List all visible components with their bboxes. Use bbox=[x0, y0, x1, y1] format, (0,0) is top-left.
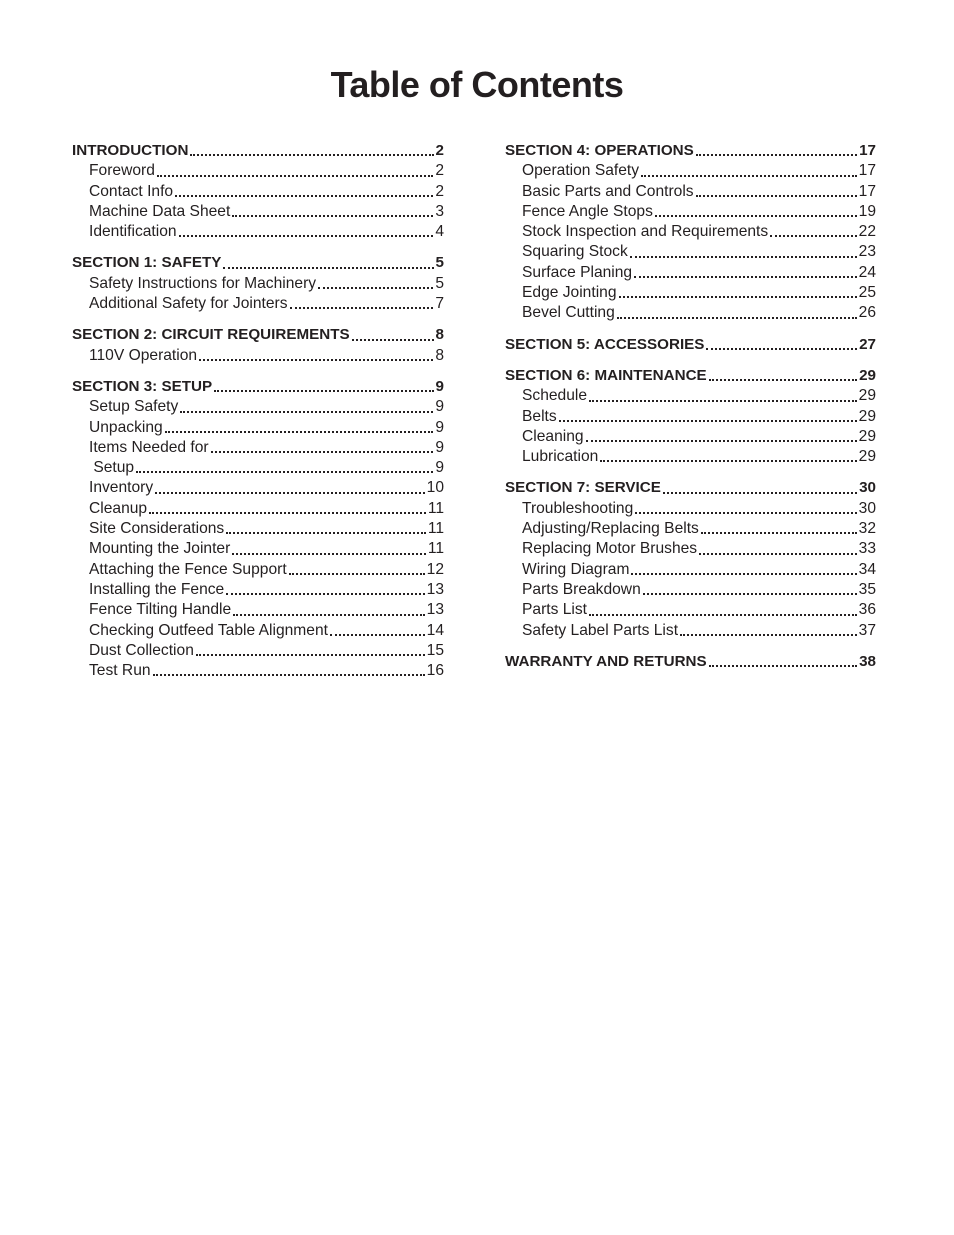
toc-section-section-1-safety[interactable] bbox=[72, 253, 444, 273]
toc-section-group bbox=[72, 141, 444, 242]
dot-leader bbox=[226, 593, 424, 595]
dot-leader bbox=[680, 634, 857, 636]
toc-entry-adjusting-replacing-belts[interactable] bbox=[505, 519, 876, 539]
toc-entry-title: Surface Planing bbox=[522, 263, 633, 281]
toc-entry-title: Troubleshooting bbox=[522, 499, 634, 517]
dot-leader bbox=[706, 348, 857, 350]
page-number: 15 bbox=[426, 641, 444, 659]
toc-entry-title: Inventory bbox=[89, 479, 154, 497]
toc-entry-title: Contact Info bbox=[89, 182, 174, 200]
page-number: 2 bbox=[435, 162, 444, 180]
toc-entry-lubrication[interactable] bbox=[505, 447, 876, 467]
page-number: 11 bbox=[427, 499, 444, 517]
toc-section-warranty-and-returns[interactable] bbox=[505, 652, 876, 672]
dot-leader bbox=[165, 431, 434, 433]
dot-leader bbox=[175, 195, 433, 197]
dot-leader bbox=[699, 553, 857, 555]
toc-entry-title: Fence Angle Stops bbox=[522, 202, 653, 220]
page-number: 9 bbox=[435, 377, 444, 395]
toc-entry-cleanup[interactable] bbox=[72, 499, 444, 519]
page-number: 2 bbox=[435, 182, 444, 200]
toc-entry-dust-collection[interactable] bbox=[72, 641, 444, 661]
toc-entry-setup[interactable] bbox=[72, 458, 444, 478]
toc-entry-troubleshooting[interactable] bbox=[505, 499, 876, 519]
toc-section-title: SECTION 3: SETUP bbox=[72, 377, 213, 395]
page-number: 9 bbox=[435, 459, 444, 477]
dot-leader bbox=[290, 307, 434, 309]
toc-entry-110v-operation[interactable] bbox=[72, 346, 444, 366]
dot-leader bbox=[643, 593, 857, 595]
page-number: 29 bbox=[858, 427, 876, 445]
dot-leader bbox=[190, 154, 433, 156]
dot-leader bbox=[696, 154, 857, 156]
dot-leader bbox=[289, 573, 425, 575]
page-number: 17 bbox=[858, 162, 876, 180]
toc-entry-title: Safety Label Parts List bbox=[522, 621, 679, 639]
toc-entry-fence-tilting-handle[interactable] bbox=[72, 600, 444, 620]
toc-entry-title: Mounting the Jointer bbox=[89, 540, 231, 558]
toc-entry-title: Stock Inspection and Requirements bbox=[522, 223, 769, 241]
page-number: 26 bbox=[858, 304, 876, 322]
page-number: 29 bbox=[858, 387, 876, 405]
dot-leader bbox=[709, 665, 857, 667]
page-number: 29 bbox=[858, 448, 876, 466]
toc-entry-title: Squaring Stock bbox=[522, 243, 628, 261]
dot-leader bbox=[709, 379, 857, 381]
toc-section-group bbox=[72, 253, 444, 314]
toc-entry-title: Belts bbox=[522, 407, 557, 425]
dot-leader bbox=[149, 512, 426, 514]
toc-section-section-6-maintenance[interactable] bbox=[505, 366, 876, 386]
page-number: 29 bbox=[858, 407, 876, 425]
toc-entry-replacing-motor-brushes[interactable] bbox=[505, 539, 876, 559]
toc-entry-title: Items Needed for bbox=[89, 438, 209, 456]
toc-entry-cleaning[interactable] bbox=[505, 427, 876, 447]
toc-entry-mounting-the-jointer[interactable] bbox=[72, 539, 444, 559]
dot-leader bbox=[631, 573, 856, 575]
toc-entry-title: Bevel Cutting bbox=[522, 304, 615, 322]
dot-leader bbox=[586, 440, 857, 442]
toc-entry-safety-instructions-for-machinery[interactable] bbox=[72, 274, 444, 294]
toc-entry-belts[interactable] bbox=[505, 407, 876, 427]
toc-entry-title: Replacing Motor Brushes bbox=[522, 540, 698, 558]
page-number: 33 bbox=[858, 540, 876, 558]
toc-section-title: SECTION 6: MAINTENANCE bbox=[505, 366, 707, 384]
dot-leader bbox=[226, 532, 426, 534]
toc-entry-title: Parts List bbox=[522, 601, 587, 619]
dot-leader bbox=[617, 317, 857, 319]
page-number: 17 bbox=[858, 182, 876, 200]
toc-entry-title: Setup bbox=[89, 459, 135, 477]
dot-leader bbox=[153, 674, 425, 676]
page-number: 5 bbox=[435, 254, 444, 272]
page-number: 36 bbox=[858, 601, 876, 619]
toc-entry-operation-safety[interactable] bbox=[505, 161, 876, 181]
dot-leader bbox=[157, 175, 433, 177]
toc-entry-title: Cleanup bbox=[89, 499, 148, 517]
toc-section-title: SECTION 5: ACCESSORIES bbox=[505, 335, 705, 353]
toc-section-section-7-service[interactable] bbox=[505, 478, 876, 498]
dot-leader bbox=[635, 512, 856, 514]
dot-leader bbox=[155, 492, 424, 494]
toc-entry-identification[interactable] bbox=[72, 222, 444, 242]
toc-entry-title: 110V Operation bbox=[89, 346, 198, 364]
toc-entry-attaching-the-fence-support[interactable] bbox=[72, 560, 444, 580]
page-number: 38 bbox=[859, 652, 876, 670]
toc-section-title: WARRANTY AND RETURNS bbox=[505, 652, 707, 670]
page-number: 11 bbox=[427, 540, 444, 558]
toc-section-group bbox=[505, 141, 876, 324]
page-number: 29 bbox=[859, 366, 876, 384]
toc-entry-title: Setup Safety bbox=[89, 398, 179, 416]
toc-entry-fence-angle-stops[interactable] bbox=[505, 202, 876, 222]
page-number: 14 bbox=[426, 621, 444, 639]
toc-entry-foreword[interactable] bbox=[72, 161, 444, 181]
toc-entry-safety-label-parts-list[interactable] bbox=[505, 621, 876, 641]
dot-leader bbox=[663, 492, 857, 494]
page-number: 8 bbox=[435, 326, 444, 344]
toc-section-group bbox=[505, 335, 876, 355]
toc-entry-title: Lubrication bbox=[522, 448, 599, 466]
toc-section-title: SECTION 2: CIRCUIT REQUIREMENTS bbox=[72, 326, 350, 344]
toc-section-introduction[interactable] bbox=[72, 141, 444, 161]
toc-entry-title: Parts Breakdown bbox=[522, 580, 641, 598]
toc-entry-title: Cleaning bbox=[522, 427, 584, 445]
toc-entry-title: Unpacking bbox=[89, 418, 163, 436]
toc-entry-wiring-diagram[interactable] bbox=[505, 560, 876, 580]
dot-leader bbox=[655, 215, 857, 217]
page-number: 10 bbox=[426, 479, 444, 497]
toc-entry-machine-data-sheet[interactable] bbox=[72, 202, 444, 222]
toc-entry-setup-safety[interactable] bbox=[72, 397, 444, 417]
toc-entry-test-run[interactable] bbox=[72, 661, 444, 681]
page-number: 17 bbox=[859, 142, 876, 159]
toc-entry-title: Machine Data Sheet bbox=[89, 202, 231, 220]
page-number: 4 bbox=[435, 223, 444, 241]
toc-section-section-5-accessories[interactable] bbox=[505, 335, 876, 355]
dot-leader bbox=[630, 256, 857, 258]
toc-section-group bbox=[505, 652, 876, 672]
toc-entry-inventory[interactable] bbox=[72, 478, 444, 498]
toc-entry-checking-outfeed-table-alignment[interactable] bbox=[72, 621, 444, 641]
dot-leader bbox=[223, 267, 433, 269]
toc-entry-installing-the-fence[interactable] bbox=[72, 580, 444, 600]
page-number: 37 bbox=[858, 621, 876, 639]
page-number: 2 bbox=[435, 142, 444, 159]
toc-entry-title: Identification bbox=[89, 223, 177, 241]
toc-entry-title: Schedule bbox=[522, 387, 588, 405]
toc-section-title: SECTION 4: OPERATIONS bbox=[505, 142, 694, 159]
toc-entry-title: Checking Outfeed Table Alignment bbox=[89, 621, 328, 639]
dot-leader bbox=[696, 195, 857, 197]
dot-leader bbox=[589, 400, 857, 402]
page-number: 34 bbox=[858, 560, 876, 578]
toc-entry-title: Edge Jointing bbox=[522, 284, 617, 302]
toc-section-group bbox=[72, 377, 444, 681]
dot-leader bbox=[641, 175, 857, 177]
dot-leader bbox=[634, 276, 857, 278]
page-number: 5 bbox=[435, 274, 444, 292]
toc-entry-title: Safety Instructions for Machinery bbox=[89, 274, 317, 292]
page-number: 7 bbox=[435, 295, 444, 313]
dot-leader bbox=[180, 411, 433, 413]
page-title: Table of Contents bbox=[330, 64, 624, 105]
toc-entry-title: Adjusting/Replacing Belts bbox=[522, 520, 699, 538]
page-number: 24 bbox=[858, 263, 876, 281]
toc-entry-title: Wiring Diagram bbox=[522, 560, 630, 578]
dot-leader bbox=[318, 287, 433, 289]
dot-leader bbox=[214, 390, 433, 392]
toc-section-title: SECTION 7: SERVICE bbox=[505, 479, 661, 497]
toc-section-group bbox=[72, 325, 444, 366]
toc-entry-squaring-stock[interactable] bbox=[505, 242, 876, 262]
dot-leader bbox=[196, 654, 425, 656]
toc-entry-title: Site Considerations bbox=[89, 520, 225, 538]
page-number: 19 bbox=[858, 202, 876, 220]
toc-left-column bbox=[72, 141, 444, 692]
page-number: 13 bbox=[426, 601, 444, 619]
page-number: 30 bbox=[859, 479, 876, 497]
toc-entry-items-needed-for[interactable] bbox=[72, 438, 444, 458]
toc-entry-title: Fence Tilting Handle bbox=[89, 601, 232, 619]
page-number: 13 bbox=[426, 580, 444, 598]
toc-entry-title: Test Run bbox=[89, 662, 151, 680]
page-number: 22 bbox=[858, 223, 876, 241]
toc-entry-title: Operation Safety bbox=[522, 162, 640, 180]
dot-leader bbox=[232, 215, 433, 217]
toc-right-column bbox=[505, 141, 876, 683]
toc-entry-site-considerations[interactable] bbox=[72, 519, 444, 539]
page-number: 8 bbox=[435, 346, 444, 364]
toc-entry-schedule[interactable] bbox=[505, 386, 876, 406]
toc-entry-parts-breakdown[interactable] bbox=[505, 580, 876, 600]
page-number: 11 bbox=[427, 520, 444, 538]
page-number: 30 bbox=[858, 499, 876, 517]
dot-leader bbox=[589, 614, 857, 616]
toc-section-section-3-setup[interactable] bbox=[72, 377, 444, 397]
toc-entry-title: Attaching the Fence Support bbox=[89, 560, 287, 578]
dot-leader bbox=[600, 460, 856, 462]
dot-leader bbox=[559, 420, 857, 422]
dot-leader bbox=[619, 296, 857, 298]
toc-section-section-2-circuit-requirements[interactable] bbox=[72, 325, 444, 345]
dot-leader bbox=[211, 451, 434, 453]
toc-entry-parts-list[interactable] bbox=[505, 600, 876, 620]
page-number: 25 bbox=[858, 284, 876, 302]
dot-leader bbox=[199, 359, 433, 361]
page-number: 16 bbox=[426, 662, 444, 680]
toc-entry-stock-inspection-and-requirements[interactable] bbox=[505, 222, 876, 242]
toc-section-title: INTRODUCTION bbox=[72, 142, 189, 159]
page-number: 23 bbox=[858, 243, 876, 261]
toc-entry-basic-parts-and-controls[interactable] bbox=[505, 182, 876, 202]
dot-leader bbox=[330, 634, 425, 636]
toc-entry-edge-jointing[interactable] bbox=[505, 283, 876, 303]
toc-entry-bevel-cutting[interactable] bbox=[505, 303, 876, 323]
page-number: 35 bbox=[858, 580, 876, 598]
page-number: 9 bbox=[435, 418, 444, 436]
dot-leader bbox=[179, 235, 434, 237]
toc-entry-title: Dust Collection bbox=[89, 641, 194, 659]
page-number: 3 bbox=[435, 202, 444, 220]
page-number: 9 bbox=[435, 398, 444, 416]
dot-leader bbox=[352, 339, 434, 341]
toc-entry-surface-planing[interactable] bbox=[505, 263, 876, 283]
toc-entry-contact-info[interactable] bbox=[72, 182, 444, 202]
page-number: 32 bbox=[858, 520, 876, 538]
dot-leader bbox=[232, 553, 426, 555]
toc-section-title: SECTION 1: SAFETY bbox=[72, 254, 222, 272]
toc-entry-title: Additional Safety for Jointers bbox=[89, 295, 288, 313]
page-number: 12 bbox=[426, 560, 444, 578]
toc-entry-title: Installing the Fence bbox=[89, 580, 225, 598]
dot-leader bbox=[770, 235, 856, 237]
dot-leader bbox=[701, 532, 857, 534]
toc-section-section-4-operations[interactable] bbox=[505, 141, 876, 161]
dot-leader bbox=[136, 471, 433, 473]
dot-leader bbox=[233, 614, 424, 616]
page-number: 9 bbox=[435, 438, 444, 456]
toc-entry-title: Foreword bbox=[89, 162, 155, 180]
toc-section-group bbox=[505, 366, 876, 467]
toc-entry-unpacking[interactable] bbox=[72, 418, 444, 438]
toc-entry-additional-safety-for-jointers[interactable] bbox=[72, 294, 444, 314]
page-number: 27 bbox=[859, 335, 876, 353]
toc-entry-title: Basic Parts and Controls bbox=[522, 182, 694, 200]
toc-section-group bbox=[505, 478, 876, 640]
